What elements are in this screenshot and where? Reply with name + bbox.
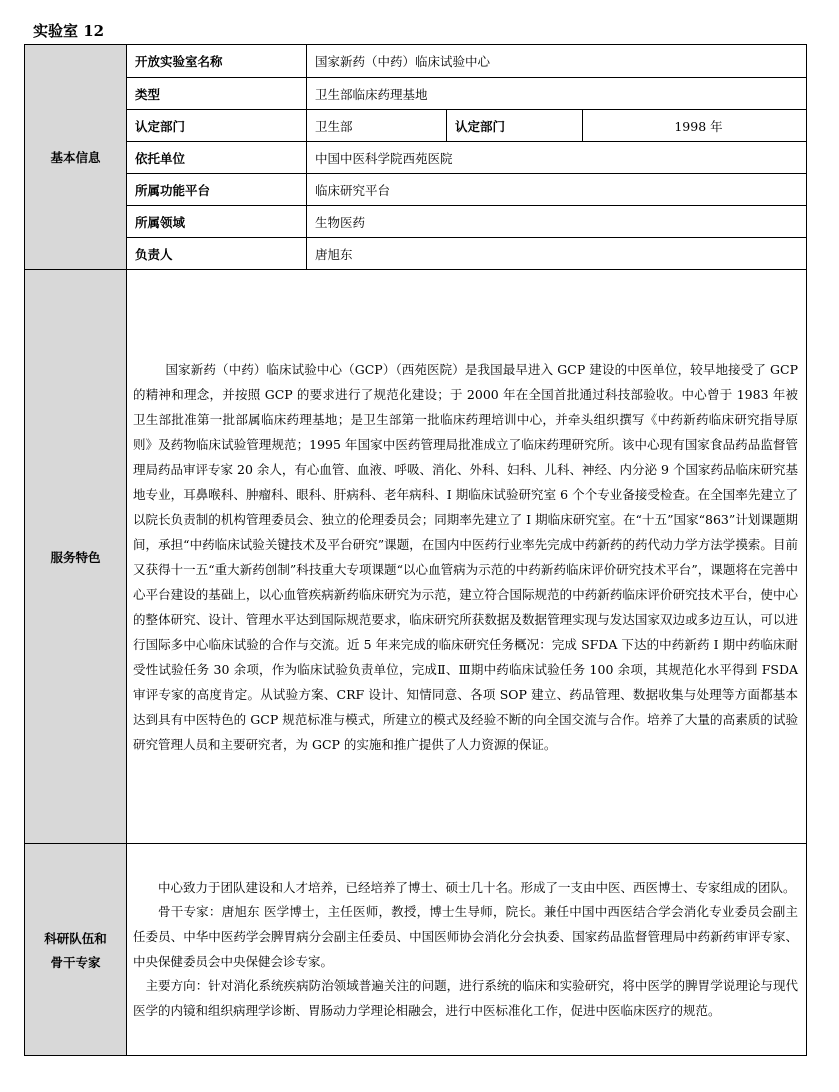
head-label: 负责人 <box>127 238 307 270</box>
dept-label-2: 认定部门 <box>447 110 583 142</box>
service-paragraph: 国家新药（中药）临床试验中心（GCP）（西苑医院）是我国最早进入 GCP 建设的中医单位，较早地接受了 GCP 的精神和理念，并按照 GCP 的要求进行了规范化建设；于 2000 年在全国首批通过科技部验收。中心曾于 1983 年被卫生部批准第一批部属临床药理基地；是卫生部第一批临床药理培训中心，并牵头组织撰写《中药新药临床研究指导原则》及药物临床试验管理规范；1995 年国家中医药管理局批准成立了临床药理研究所。该中心现有国家食品药品监督管理局药品审评专家 20 余人，有心血管、血液、呼吸、消化、外科、妇科、儿科、神经、内分泌 9 个国家药品临床研究基地专业，耳鼻喉科、肿瘤科、眼科、肝病科、老年病科、I 期临床试验研究室 6 个个专业备接受检查。在全国率先建立了以院长负责制的机构管理委员会、独立的伦理委员会；同期率先建立了 I 期临床研究室。在“十五”国家“863”计划课题期间，承担“中药临床试验关键技术及平台研究”课题，在国内中医药行业率先完成中药新药的药代动力学方法学摸索。目前又获得十一五“重大新药创制”科技重大专项课题“以心血管病为示范的中药新药临床评价研究技术平台”，课题将在完善中心平台建设的基础上，以心血管疾病新药临床研究为示范，建立符合国际规范的中药新药临床评价研究技术平台，使中心的整体研究、设计、管理水平达到国际规范要求，临床研究所获数据及数据管理实现与发达国家双边或多边互认，可以进行国际多中心临床试验的合作与交流。近 5 年来完成的临床研究任务概况：完成 SFDA 下达的中药新药 I 期中药临床耐受性试验任务 30 余项，作为临床试验负责单位，完成Ⅱ、Ⅲ期中药临床试验任务 100 余项，其规范化水平得到 FSDA 审评专家的高度肯定。从试验方案、CRF 设计、知情同意、各项 SOP 建立、药品管理、数据收集与处理等方面都基本达到具有中医特色的 GCP 规范标准与模式，所建立的模式及经验不断的向全国交流与合作。培养了大量的高素质的试验研究管理人员和主要研究者，为 GCP 的实施和推广提供了人力资源的保证。 <box>133 361 799 752</box>
host-label: 依托单位 <box>127 142 307 174</box>
basic-info-label: 基本信息 <box>25 45 127 270</box>
team-label-line1: 科研队伍和 <box>44 930 107 946</box>
platform-label: 所属功能平台 <box>127 174 307 206</box>
field-label: 所属领域 <box>127 206 307 238</box>
dept-value: 卫生部 <box>307 110 447 142</box>
page-heading: 实验室 12 <box>33 22 105 40</box>
field-value: 生物医药 <box>307 206 807 238</box>
head-value: 唐旭东 <box>307 238 807 270</box>
team-paragraph-1: 中心致力于团队建设和人才培养，已经培养了博士、硕士几十名。形成了一支由中医、西医博士、专家组成的团队。 <box>158 879 796 895</box>
team-paragraph-3: 主要方向：针对消化系统疾病防治领域普遍关注的问题，进行系统的临床和实验研究，将中医学的脾胃学说理论与现代医学的内镜和组织病理学诊断、胃肠动力学理论相融会，进行中医标准化工作，促进中医临床医疗的规范。 <box>133 978 799 1018</box>
host-value: 中国中医科学院西苑医院 <box>307 142 807 174</box>
type-label: 类型 <box>127 78 307 110</box>
team-text-cell <box>127 844 807 1056</box>
lab-info-table <box>24 44 807 1056</box>
team-paragraph-2: 骨干专家：唐旭东 医学博士，主任医师，教授，博士生导师，院长。兼任中国中西医结合学会消化专业委员会副主任委员、中华中医药学会脾胃病分会副主任委员、中国医师协会消化分会执委、国家药品监督管理局中药新药审评专家、中央保健委员会中央保健会诊专家。 <box>133 904 799 969</box>
team-label-line2: 骨干专家 <box>50 954 101 970</box>
platform-value: 临床研究平台 <box>307 174 807 206</box>
year-value: 1998 年 <box>583 110 807 142</box>
service-text-cell <box>127 270 807 844</box>
type-value: 卫生部临床药理基地 <box>307 78 807 110</box>
dept-label: 认定部门 <box>127 110 307 142</box>
name-value: 国家新药（中药）临床试验中心 <box>307 45 807 78</box>
service-label: 服务特色 <box>25 270 127 844</box>
team-label <box>25 844 127 1056</box>
name-label: 开放实验室名称 <box>127 45 307 78</box>
